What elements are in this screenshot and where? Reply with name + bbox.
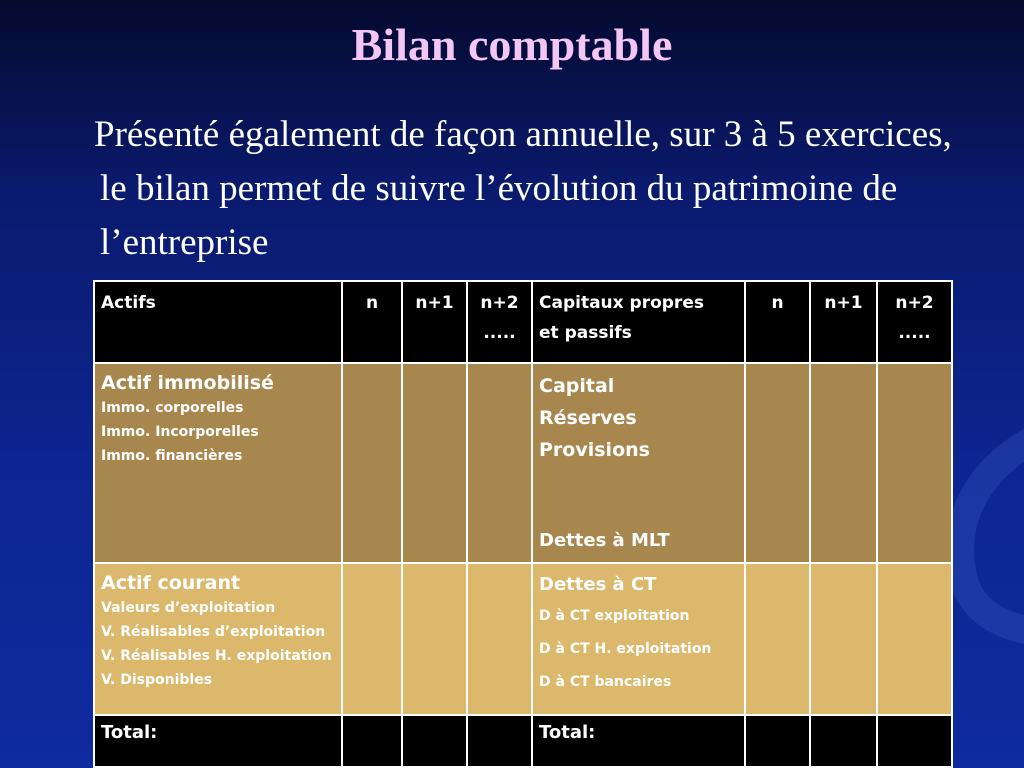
cell-capitaux bbox=[532, 363, 745, 563]
value-cell bbox=[745, 715, 810, 767]
value-cell bbox=[877, 363, 952, 563]
courant-item: Valeurs d’exploitation bbox=[101, 600, 276, 616]
value-cell bbox=[342, 363, 402, 563]
header-n2-left bbox=[467, 281, 532, 363]
immo-item: Immo. financières bbox=[101, 448, 243, 464]
dettes-ct-item: D à CT H. exploitation bbox=[539, 641, 712, 657]
header-n-right: n bbox=[745, 281, 810, 363]
capitaux-item: Réserves bbox=[539, 407, 637, 429]
value-cell bbox=[877, 715, 952, 767]
actif-courant-title: Actif courant bbox=[101, 572, 241, 594]
row-actif-courant bbox=[94, 563, 952, 715]
actif-immobilise-title: Actif immobilisé bbox=[101, 372, 274, 394]
value-cell bbox=[877, 563, 952, 715]
header-n1-right: n+1 bbox=[810, 281, 877, 363]
value-cell bbox=[810, 563, 877, 715]
dettes-ct-item: D à CT exploitation bbox=[539, 608, 690, 624]
courant-item: V. Réalisables d’exploitation bbox=[101, 624, 326, 640]
header-row bbox=[94, 281, 952, 363]
header-n-left: n bbox=[342, 281, 402, 363]
header-n2-left-dots: ..... bbox=[483, 323, 516, 343]
dettes-ct-title: Dettes à CT bbox=[539, 574, 657, 595]
value-cell bbox=[745, 363, 810, 563]
cell-dettes-ct bbox=[532, 563, 745, 715]
intro-paragraph bbox=[60, 108, 980, 270]
dettes-ct-item: D à CT bancaires bbox=[539, 674, 672, 690]
value-cell bbox=[810, 363, 877, 563]
courant-item: V. Réalisables H. exploitation bbox=[101, 648, 332, 664]
value-cell bbox=[402, 715, 467, 767]
total-right: Total: bbox=[532, 715, 745, 767]
value-cell bbox=[402, 363, 467, 563]
total-left: Total: bbox=[94, 715, 342, 767]
header-n1-left: n+1 bbox=[402, 281, 467, 363]
capitaux-item: Capital bbox=[539, 375, 615, 397]
cell-actif-courant bbox=[94, 563, 342, 715]
header-n2-left-label: n+2 bbox=[480, 293, 519, 313]
cell-actif-immobilise bbox=[94, 363, 342, 563]
header-n2-right-dots: ..... bbox=[898, 323, 931, 343]
balance-sheet-table bbox=[93, 280, 953, 768]
capitaux-item: Provisions bbox=[539, 439, 650, 461]
dettes-mlt: Dettes à MLT bbox=[539, 530, 670, 551]
courant-item: V. Disponibles bbox=[101, 672, 213, 688]
header-passifs-line1: Capitaux propres bbox=[539, 293, 704, 313]
value-cell bbox=[467, 363, 532, 563]
row-actif-immobilise bbox=[94, 363, 952, 563]
value-cell bbox=[402, 563, 467, 715]
value-cell bbox=[467, 715, 532, 767]
header-n2-right-label: n+2 bbox=[895, 293, 934, 313]
value-cell bbox=[810, 715, 877, 767]
intro-text: Présenté également de façon annuelle, sur 3 à 5 exercices, le bilan permet de suivre l’évolution du patrimoine de l’entreprise bbox=[94, 114, 952, 263]
header-passifs bbox=[532, 281, 745, 363]
value-cell bbox=[467, 563, 532, 715]
immo-item: Immo. corporelles bbox=[101, 400, 244, 416]
value-cell bbox=[745, 563, 810, 715]
slide-title: Bilan comptable bbox=[351, 19, 673, 70]
row-total bbox=[94, 715, 952, 767]
header-passifs-line2: et passifs bbox=[539, 323, 632, 343]
value-cell bbox=[342, 563, 402, 715]
header-actifs: Actifs bbox=[94, 281, 342, 363]
immo-item: Immo. Incorporelles bbox=[101, 424, 259, 440]
header-n2-right bbox=[877, 281, 952, 363]
value-cell bbox=[342, 715, 402, 767]
